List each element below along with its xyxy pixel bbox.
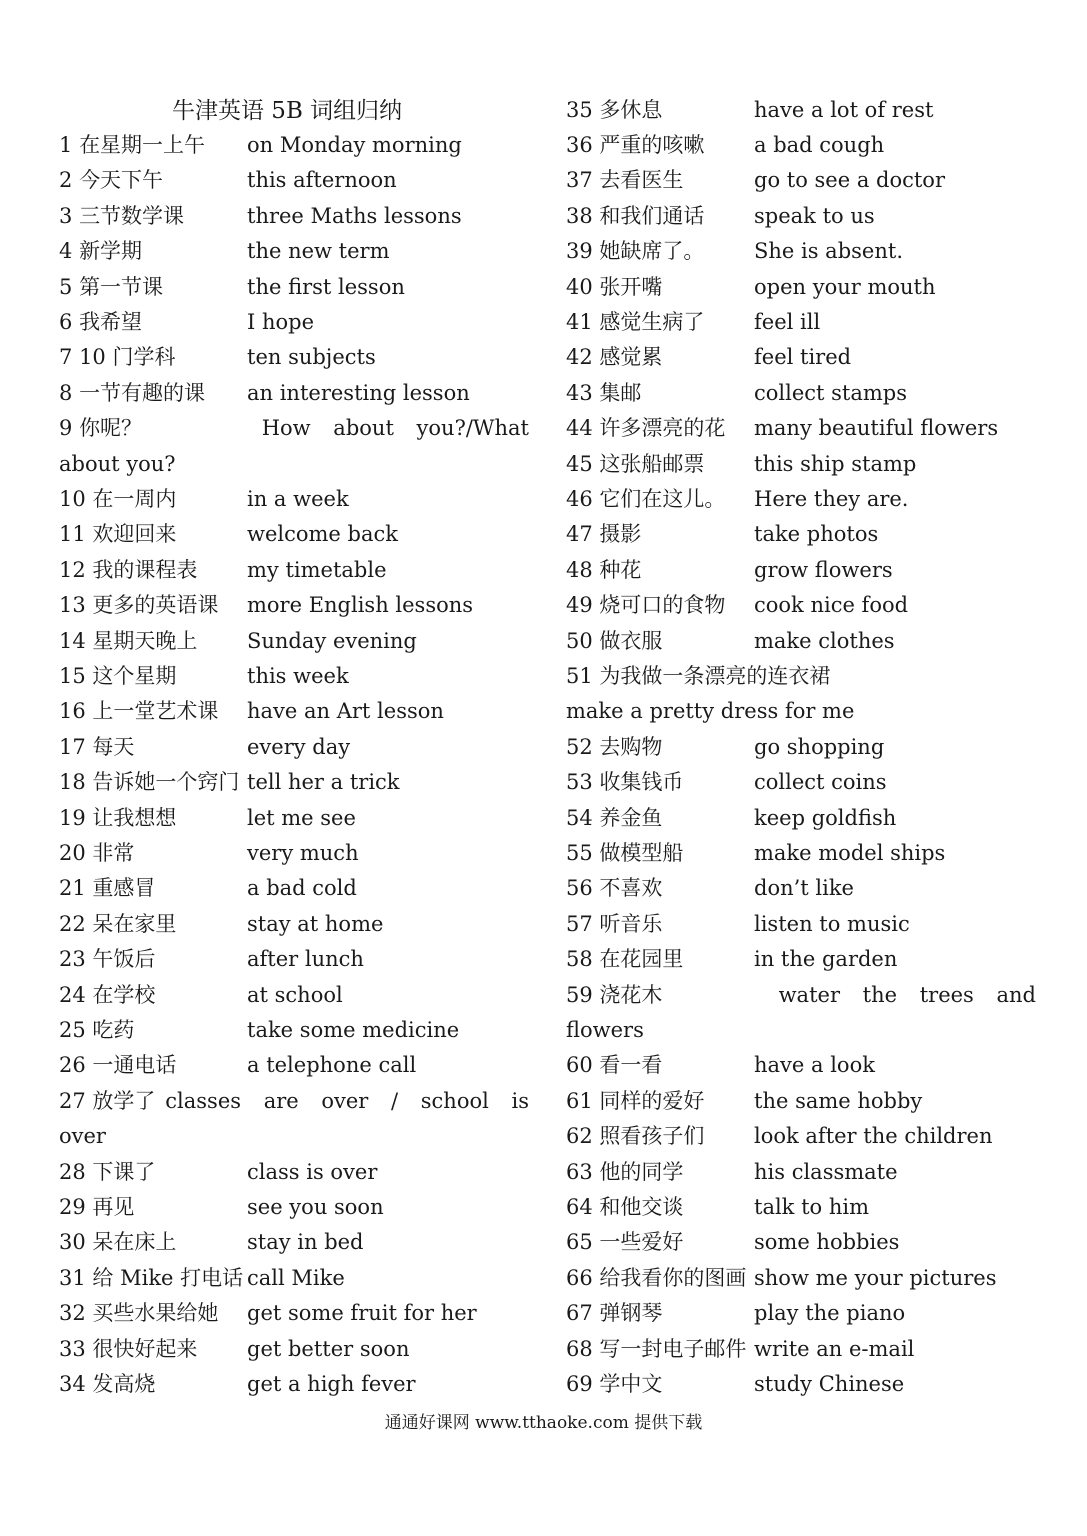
phrase-row [566, 1086, 1036, 1116]
phrase-chinese: 集邮 [599, 380, 642, 405]
phrase-row [59, 944, 529, 974]
phrase-row [566, 838, 1036, 868]
phrase-english: see you soon [247, 1195, 384, 1219]
phrase-chinese: 摄影 [599, 522, 642, 547]
phrase-chinese: 去看医生 [599, 168, 684, 193]
phrase-row [59, 307, 529, 337]
phrase-number: 16 [59, 699, 86, 724]
phrase-row [59, 413, 529, 443]
phrase-number: 28 [59, 1159, 86, 1184]
phrase-chinese: 每天 [92, 734, 135, 759]
phrase-chinese: 一通电话 [92, 1053, 177, 1078]
phrase-number: 12 [59, 557, 86, 582]
phrase-chinese: 她缺席了。 [599, 239, 705, 264]
phrase-english: a bad cold [247, 876, 357, 901]
phrase-row [59, 555, 529, 585]
phrase-number: 46 [566, 487, 593, 511]
phrase-english: my timetable [247, 557, 387, 582]
phrase-chinese: 第一节课 [79, 274, 164, 299]
phrase-number: 48 [566, 557, 593, 582]
phrase-chinese: 10 门学科 [79, 345, 176, 370]
phrase-english: many beautiful flowers [754, 416, 999, 441]
phrase-row [59, 803, 529, 833]
phrase-chinese: 午饭后 [92, 947, 156, 972]
phrase-chinese: 新学期 [79, 239, 143, 264]
phrase-row [566, 873, 1036, 903]
phrase-chinese: 呆在家里 [92, 911, 177, 936]
phrase-number: 9 [59, 416, 73, 441]
phrase-number: 67 [566, 1301, 593, 1326]
phrase-number: 69 [566, 1372, 593, 1396]
phrase-row [566, 626, 1036, 656]
page-footer: 通通好课网 www.tthaoke.com 提供下载 [384, 1413, 703, 1433]
phrase-chinese: 这张船邮票 [599, 451, 705, 476]
phrase-number: 56 [566, 876, 593, 901]
phrase-english: speak to us [754, 203, 875, 228]
phrase-english: feel tired [754, 345, 852, 370]
phrase-row [59, 201, 529, 231]
phrase-row [566, 1298, 1036, 1328]
phrase-number: 14 [59, 628, 86, 653]
phrase-row [59, 342, 529, 372]
phrase-row [59, 1298, 529, 1328]
phrase-english: at school [247, 982, 343, 1007]
phrase-number: 62 [566, 1124, 593, 1149]
phrase-chinese: 给我看你的图画 [599, 1265, 747, 1290]
phrase-number: 40 [566, 274, 593, 299]
phrase-number: 22 [59, 911, 86, 936]
phrase-number: 59 [566, 982, 593, 1007]
phrase-english: show me your pictures [754, 1265, 997, 1290]
phrase-english: his classmate [754, 1159, 898, 1184]
phrase-number: 21 [59, 876, 86, 901]
phrase-row [59, 590, 529, 620]
phrase-english: talk to him [754, 1195, 869, 1219]
phrase-number: 63 [566, 1159, 593, 1184]
phrase-english: don’t like [754, 876, 854, 901]
phrase-english: an interesting lesson [247, 380, 470, 405]
phrase-english: go shopping [754, 734, 885, 759]
phrase-english: this afternoon [247, 168, 397, 193]
phrase-chinese: 看一看 [599, 1053, 663, 1078]
phrase-row [59, 236, 529, 266]
phrase-row [566, 1263, 1036, 1293]
phrase-row [59, 767, 529, 797]
phrase-row [566, 95, 1036, 125]
phrase-english-continued: over [59, 1124, 106, 1149]
phrase-number: 55 [566, 841, 593, 865]
phrase-number: 50 [566, 628, 593, 653]
phrase-english: this week [247, 664, 349, 688]
phrase-chinese: 很快好起来 [92, 1336, 198, 1361]
phrase-english: call Mike [247, 1265, 345, 1290]
phrase-chinese: 同样的爱好 [599, 1088, 705, 1113]
phrase-number: 23 [59, 947, 86, 972]
phrase-chinese: 更多的英语课 [92, 593, 219, 618]
phrase-number: 64 [566, 1195, 593, 1219]
phrase-english-continued: make a pretty dress for me [566, 699, 855, 724]
phrase-number: 54 [566, 805, 593, 830]
phrase-chinese: 养金鱼 [599, 805, 663, 830]
phrase-row [566, 980, 1036, 1010]
phrase-chinese: 一些爱好 [599, 1230, 684, 1255]
phrase-chinese: 收集钱币 [599, 770, 684, 795]
phrase-row [566, 1192, 1036, 1222]
phrase-english: study Chinese [754, 1372, 905, 1396]
phrase-english: the first lesson [247, 274, 405, 299]
phrase-number: 60 [566, 1053, 593, 1078]
phrase-number: 43 [566, 380, 593, 405]
phrase-number: 18 [59, 770, 86, 795]
phrase-english: have a lot of rest [754, 97, 934, 122]
phrase-number: 65 [566, 1230, 593, 1255]
phrase-chinese: 种花 [599, 557, 642, 582]
phrase-number: 27 [59, 1088, 86, 1113]
phrase-chinese: 他的同学 [599, 1159, 684, 1184]
phrase-row [59, 909, 529, 939]
phrase-row [566, 201, 1036, 231]
phrase-chinese: 为我做一条漂亮的连衣裙 [599, 664, 831, 688]
phrase-row [566, 272, 1036, 302]
phrase-number: 44 [566, 416, 593, 441]
phrase-chinese: 去购物 [599, 734, 663, 759]
phrase-number: 30 [59, 1230, 86, 1255]
phrase-english: stay at home [247, 911, 384, 936]
phrase-chinese: 欢迎回来 [92, 522, 177, 547]
phrase-chinese: 下课了 [92, 1159, 156, 1184]
phrase-english: get better soon [247, 1336, 410, 1361]
phrase-chinese: 它们在这儿。 [599, 487, 726, 511]
phrase-english: on Monday morning [247, 133, 462, 157]
phrase-number: 2 [59, 168, 73, 193]
phrase-english: have an Art lesson [247, 699, 444, 724]
phrase-number: 57 [566, 911, 593, 936]
phrase-row [566, 1334, 1036, 1364]
phrase-row [566, 767, 1036, 797]
phrase-row [59, 1192, 529, 1222]
phrase-number: 20 [59, 841, 86, 865]
phrase-number: 53 [566, 770, 593, 795]
phrase-chinese: 浇花木 [599, 982, 663, 1007]
phrase-row [566, 484, 1036, 514]
phrase-row [59, 626, 529, 656]
phrase-chinese: 我的课程表 [92, 557, 198, 582]
phrase-chinese: 发高烧 [92, 1372, 156, 1396]
phrase-chinese: 和我们通话 [599, 203, 705, 228]
phrase-english: some hobbies [754, 1230, 900, 1255]
phrase-row [566, 1227, 1036, 1257]
phrase-english: Here they are. [754, 487, 909, 511]
phrase-row [566, 803, 1036, 833]
phrase-row [59, 1369, 529, 1399]
phrase-number: 15 [59, 664, 86, 688]
phrase-english: the new term [247, 239, 390, 264]
phrase-english: look after the children [754, 1124, 993, 1149]
phrase-number: 38 [566, 203, 593, 228]
phrase-english: play the piano [754, 1301, 906, 1326]
phrase-row [59, 980, 529, 1010]
phrase-number: 41 [566, 310, 593, 334]
phrase-row [566, 661, 1036, 691]
phrase-number: 19 [59, 805, 86, 830]
phrase-english: water the trees and [778, 982, 1036, 1007]
phrase-chinese: 一节有趣的课 [79, 380, 206, 405]
phrase-number: 5 [59, 274, 73, 299]
phrase-number: 26 [59, 1053, 86, 1078]
phrase-number: 33 [59, 1336, 86, 1361]
phrase-number: 3 [59, 203, 73, 228]
phrase-row [59, 732, 529, 762]
phrase-number: 17 [59, 734, 86, 759]
phrase-english: classes are over / school is [165, 1088, 529, 1113]
phrase-chinese: 做模型船 [599, 841, 684, 865]
phrase-english: after lunch [247, 947, 364, 972]
phrase-chinese: 非常 [92, 841, 135, 865]
phrase-english: keep goldfish [754, 805, 897, 830]
phrase-number: 58 [566, 947, 593, 972]
phrase-chinese: 再见 [92, 1195, 135, 1219]
phrase-row [59, 1050, 529, 1080]
phrase-row [566, 519, 1036, 549]
phrase-english-continued: about you? [59, 451, 176, 476]
phrase-english: a bad cough [754, 133, 885, 157]
phrase-number: 1 [59, 133, 73, 157]
phrase-chinese: 在星期一上午 [79, 133, 206, 157]
phrase-english: collect coins [754, 770, 887, 795]
phrase-number: 7 [59, 345, 73, 370]
phrase-row [566, 1369, 1036, 1399]
phrase-row [59, 873, 529, 903]
phrase-english: class is over [247, 1159, 378, 1184]
phrase-chinese: 在花园里 [599, 947, 684, 972]
phrase-row [566, 590, 1036, 620]
phrase-row [566, 307, 1036, 337]
phrase-english: a telephone call [247, 1053, 417, 1078]
phrase-row [59, 519, 529, 549]
phrase-number: 31 [59, 1265, 86, 1290]
phrase-number: 10 [59, 487, 86, 511]
phrase-row [566, 413, 1036, 443]
phrase-chinese: 上一堂艺术课 [92, 699, 219, 724]
phrase-chinese: 张开嘴 [599, 274, 663, 299]
phrase-row [566, 1050, 1036, 1080]
phrase-english: more English lessons [247, 593, 474, 618]
phrase-row [59, 272, 529, 302]
phrase-chinese: 我希望 [79, 310, 143, 334]
phrase-chinese: 星期天晚上 [92, 628, 198, 653]
phrase-row [566, 1157, 1036, 1187]
phrase-english: How about you?/What [261, 416, 529, 441]
phrase-english: get a high fever [247, 1372, 416, 1396]
phrase-chinese: 在一周内 [92, 487, 177, 511]
phrase-row [59, 838, 529, 868]
phrase-row [566, 555, 1036, 585]
phrase-chinese: 这个星期 [92, 664, 177, 688]
phrase-row [59, 378, 529, 408]
phrase-number: 13 [59, 593, 86, 618]
phrase-chinese: 三节数学课 [79, 203, 185, 228]
phrase-english: have a look [754, 1053, 875, 1078]
phrase-row [566, 378, 1036, 408]
phrase-chinese: 让我想想 [92, 805, 177, 830]
phrase-row [59, 1086, 529, 1116]
phrase-number: 45 [566, 451, 593, 476]
phrase-chinese: 和他交谈 [599, 1195, 684, 1219]
phrase-chinese: 今天下午 [79, 168, 164, 193]
phrase-english: grow flowers [754, 557, 893, 582]
phrase-row [59, 130, 529, 160]
phrase-chinese: 你呢？ [79, 416, 143, 441]
phrase-chinese: 学中文 [599, 1372, 663, 1396]
phrase-english: ten subjects [247, 345, 376, 370]
phrase-row [59, 1334, 529, 1364]
phrase-english: Sunday evening [247, 628, 417, 653]
phrase-row [566, 1121, 1036, 1151]
phrase-chinese: 吃药 [92, 1018, 135, 1042]
phrase-row [566, 449, 1036, 479]
phrase-number: 32 [59, 1301, 86, 1326]
phrase-english: stay in bed [247, 1230, 364, 1255]
phrase-chinese: 告诉她一个窍门 [92, 770, 240, 795]
phrase-english: very much [247, 841, 359, 865]
phrase-english: write an e-mail [754, 1336, 915, 1361]
phrase-number: 68 [566, 1336, 593, 1361]
phrase-number: 25 [59, 1018, 86, 1042]
phrase-english: welcome back [247, 522, 398, 547]
phrase-chinese: 放学了 [92, 1088, 156, 1113]
phrase-row [566, 236, 1036, 266]
page-title: 牛津英语 5B 词组归纳 [172, 98, 403, 124]
phrase-chinese: 许多漂亮的花 [599, 416, 726, 441]
phrase-chinese: 买些水果给她 [92, 1301, 219, 1326]
phrase-chinese: 听音乐 [599, 911, 663, 936]
phrase-english: open your mouth [754, 274, 936, 299]
phrase-chinese: 烧可口的食物 [599, 593, 726, 618]
phrase-number: 35 [566, 97, 593, 122]
phrase-english: the same hobby [754, 1088, 923, 1113]
phrase-row [59, 696, 529, 726]
phrase-english: tell her a trick [247, 770, 400, 795]
phrase-chinese: 在学校 [92, 982, 156, 1007]
phrase-row [59, 1157, 529, 1187]
phrase-chinese: 写一封电子邮件 [599, 1336, 747, 1361]
phrase-row [566, 944, 1036, 974]
phrase-number: 42 [566, 345, 593, 370]
phrase-number: 39 [566, 239, 593, 264]
phrase-chinese: 多休息 [599, 97, 663, 122]
phrase-row [566, 342, 1036, 372]
phrase-number: 24 [59, 982, 86, 1007]
phrase-row [59, 1263, 529, 1293]
phrase-row [566, 732, 1036, 762]
phrase-chinese: 呆在床上 [92, 1230, 177, 1255]
phrase-chinese: 重感冒 [92, 876, 156, 901]
phrase-row [59, 165, 529, 195]
phrase-english: in a week [247, 487, 349, 511]
phrase-english: three Maths lessons [247, 203, 462, 228]
phrase-chinese: 不喜欢 [599, 876, 663, 901]
phrase-row [566, 130, 1036, 160]
phrase-number: 47 [566, 522, 593, 547]
phrase-english: collect stamps [754, 380, 908, 405]
phrase-number: 52 [566, 734, 593, 759]
phrase-english: get some fruit for her [247, 1301, 477, 1326]
phrase-chinese: 弹钢琴 [599, 1301, 663, 1326]
phrase-english: in the garden [754, 947, 898, 972]
phrase-number: 49 [566, 593, 593, 618]
phrase-number: 66 [566, 1265, 593, 1290]
phrase-english: make model ships [754, 841, 946, 865]
phrase-number: 51 [566, 664, 593, 688]
phrase-row [566, 165, 1036, 195]
phrase-english: listen to music [754, 911, 910, 936]
phrase-chinese: 感觉累 [599, 345, 663, 370]
phrase-number: 4 [59, 239, 73, 264]
phrase-chinese: 严重的咳嗽 [599, 133, 705, 157]
phrase-number: 34 [59, 1372, 86, 1396]
phrase-english: go to see a doctor [754, 168, 945, 193]
phrase-row [59, 484, 529, 514]
phrase-english: cook nice food [754, 593, 909, 618]
phrase-row [59, 661, 529, 691]
phrase-english: She is absent. [754, 239, 903, 264]
phrase-row [566, 909, 1036, 939]
phrase-number: 36 [566, 133, 593, 157]
phrase-english: feel ill [754, 310, 821, 334]
phrase-english: this ship stamp [754, 451, 917, 476]
phrase-english: let me see [247, 805, 356, 830]
phrase-number: 8 [59, 380, 73, 405]
phrase-chinese: 感觉生病了 [599, 310, 705, 334]
phrase-chinese: 做衣服 [599, 628, 663, 653]
phrase-chinese: 给 Mike 打电话 [92, 1265, 244, 1290]
phrase-english-continued: flowers [566, 1018, 644, 1042]
phrase-chinese: 照看孩子们 [599, 1124, 705, 1149]
phrase-number: 11 [59, 522, 86, 547]
phrase-row [59, 1015, 529, 1045]
phrase-english: every day [247, 734, 351, 759]
phrase-row [59, 1227, 529, 1257]
phrase-english: take photos [754, 522, 879, 547]
phrase-english: make clothes [754, 628, 895, 653]
phrase-number: 61 [566, 1088, 593, 1113]
phrase-number: 37 [566, 168, 593, 193]
phrase-english: I hope [247, 310, 315, 334]
phrase-number: 6 [59, 310, 73, 334]
phrase-number: 29 [59, 1195, 86, 1219]
phrase-english: take some medicine [247, 1018, 460, 1042]
